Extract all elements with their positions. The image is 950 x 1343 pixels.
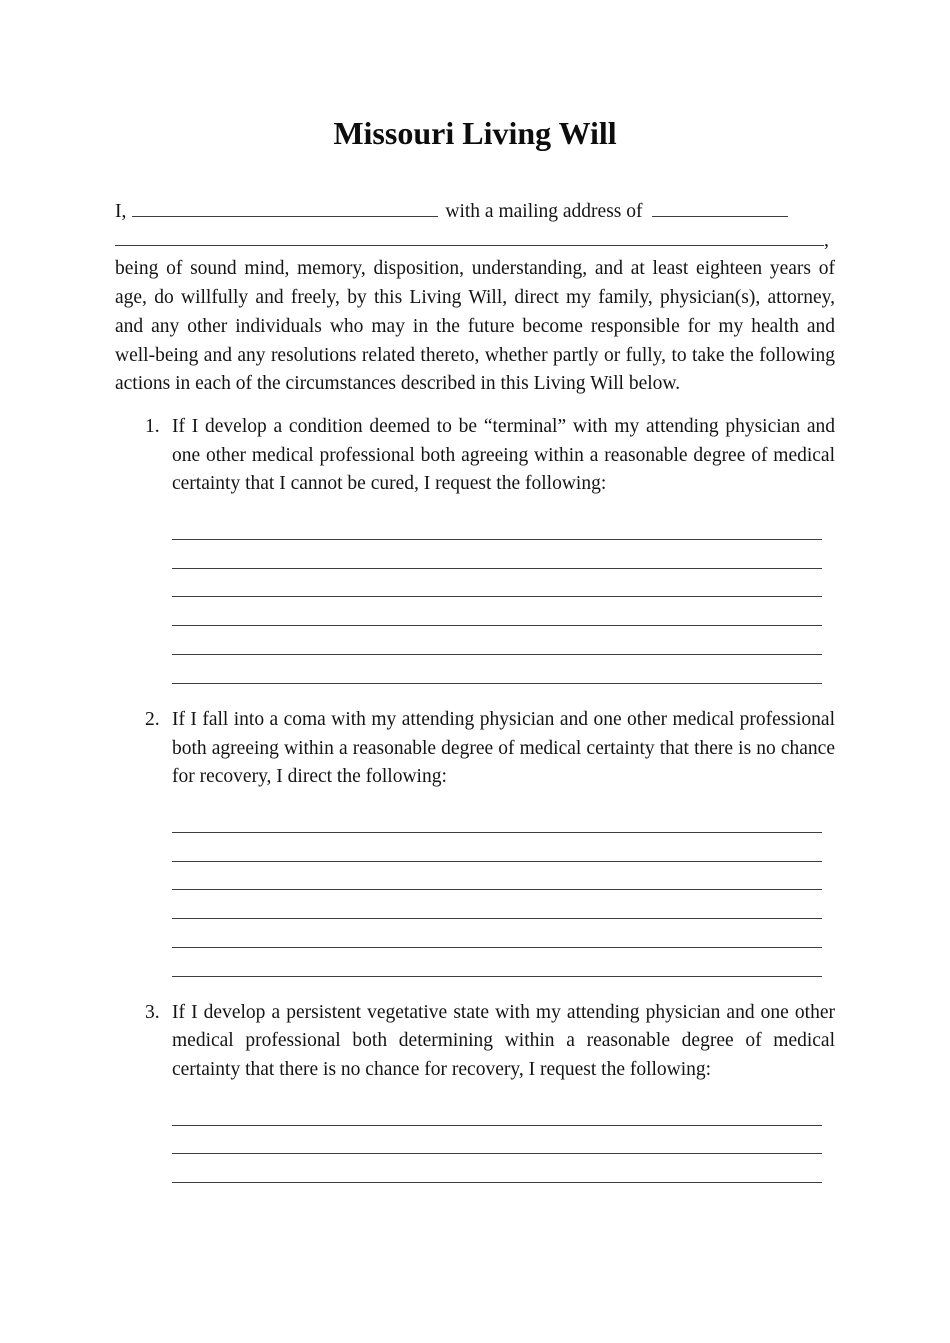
clause-text: If I develop a condition deemed to be “terminal” with my attending physician and one other medical professional both agreeing within a reasonable degree of medical certainty that I cannot be cured, I request the following:: [172, 415, 835, 495]
response-blank-line-field[interactable]: [172, 890, 822, 919]
declarant-name-blank-field[interactable]: [132, 215, 438, 217]
intro-paragraph: [115, 198, 835, 399]
intro-comma: ,: [824, 229, 829, 251]
clause-response-lines: [172, 1097, 835, 1183]
response-blank-line-field[interactable]: [172, 833, 822, 862]
response-blank-line-field[interactable]: [172, 1154, 822, 1183]
clause-item: [115, 706, 835, 977]
intro-line-2: [115, 227, 835, 256]
mailing-address-blank-field[interactable]: [652, 215, 788, 217]
intro-middle: with a mailing address of: [445, 201, 643, 222]
response-blank-line-field[interactable]: [172, 862, 822, 891]
response-blank-line-field[interactable]: [172, 540, 822, 569]
response-blank-line-field[interactable]: [172, 919, 822, 948]
response-blank-line-field[interactable]: [172, 569, 822, 598]
response-blank-line-field[interactable]: [172, 948, 822, 977]
clause-response-lines: [172, 804, 835, 977]
clause-item: [115, 999, 835, 1184]
document-title: Missouri Living Will: [333, 115, 617, 151]
clause-response-lines: [172, 511, 835, 684]
response-blank-line-field[interactable]: [172, 1126, 822, 1155]
clauses-list: [115, 413, 835, 1183]
response-blank-line-field[interactable]: [172, 655, 822, 684]
intro-prefix: I,: [115, 201, 127, 222]
intro-line-1: [115, 198, 835, 227]
response-blank-line-field[interactable]: [172, 804, 822, 833]
intro-body-text: being of sound mind, memory, disposition, understanding, and at least eighteen years of age, do willfully and freely, by this Living Will, direct my family, physician(s), attorney, and any other individuals who may in the future become responsible for my health and well-being and any resolutions related thereto, whether partly or fully, to take the following actions in each of the circumstances described in this Living Will below.: [115, 258, 835, 395]
clause-text: If I develop a persistent vegetative state with my attending physician and one other medical professional both determining within a reasonable degree of medical certainty that there is no chance for recovery, I request the following:: [172, 1001, 835, 1081]
clause-number: 2.: [145, 708, 160, 730]
response-blank-line-field[interactable]: [172, 1097, 822, 1126]
clause-number: 1.: [145, 415, 160, 437]
response-blank-line-field[interactable]: [172, 626, 822, 655]
response-blank-line-field[interactable]: [172, 597, 822, 626]
mailing-address-continued-blank-field[interactable]: [115, 244, 824, 246]
clause-number: 3.: [145, 1001, 160, 1023]
clause-text: If I fall into a coma with my attending physician and one other medical professional both agreeing within a reasonable degree of medical certainty that there is no chance for recovery, I direct the following:: [172, 708, 835, 788]
clause-item: [115, 413, 835, 684]
response-blank-line-field[interactable]: [172, 511, 822, 540]
